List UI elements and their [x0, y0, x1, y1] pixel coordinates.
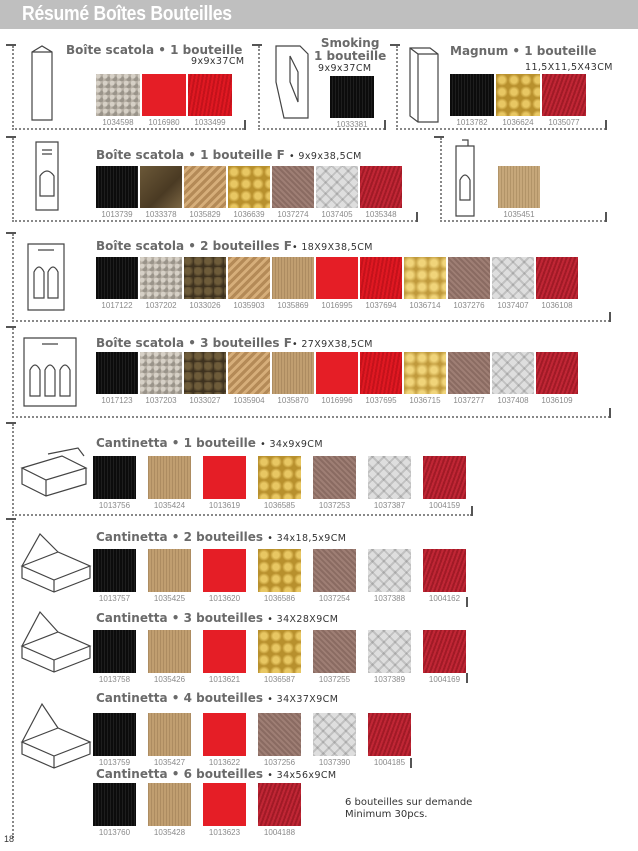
swatch — [188, 74, 232, 128]
swatch-chip — [96, 74, 140, 116]
swatch-chip — [272, 166, 314, 208]
swatch-chip — [404, 352, 446, 394]
swatch — [492, 257, 534, 311]
swatch — [258, 630, 301, 685]
swatch — [360, 257, 402, 311]
swatch-code: 1016996 — [321, 396, 353, 405]
swatch — [140, 166, 182, 220]
swatch-code: 1035424 — [153, 501, 186, 510]
swatch-code: 1035428 — [153, 828, 186, 837]
tick — [6, 422, 16, 424]
section-title: Cantinetta • 6 bouteilles • 34x56x9CM — [96, 767, 337, 781]
section-title: Cantinetta • 4 bouteilles • 34X37X9CM — [96, 691, 339, 705]
swatch-code: 1037389 — [373, 675, 406, 684]
swatch-row — [498, 166, 540, 220]
section-dims: 11,5X11,5X43CM — [525, 62, 613, 73]
section-dims: 9x9x37CM — [318, 63, 372, 74]
swatch — [93, 783, 136, 838]
swatch-code: 1037408 — [497, 396, 529, 405]
swatch — [96, 166, 138, 220]
swatch-code: 1013620 — [208, 594, 241, 603]
swatch-chip — [203, 456, 246, 499]
swatch — [203, 549, 246, 604]
swatch — [360, 352, 402, 406]
swatch — [184, 352, 226, 406]
swatch — [258, 549, 301, 604]
swatch-chip — [368, 549, 411, 592]
swatch-chip — [148, 783, 191, 826]
swatch — [498, 166, 540, 220]
swatch — [316, 166, 358, 220]
swatch-code: 1033027 — [189, 396, 221, 405]
swatch — [203, 456, 246, 511]
swatch-code: 1037405 — [321, 210, 353, 219]
swatch-code: 1013759 — [98, 758, 131, 767]
swatch-code: 1036585 — [263, 501, 296, 510]
section-dims: 9x9x37CM — [191, 56, 245, 67]
swatch-chip — [360, 166, 402, 208]
swatch — [93, 549, 136, 604]
swatch — [313, 456, 356, 511]
swatch-chip — [96, 257, 138, 299]
swatch — [450, 74, 494, 128]
swatch-code: 1004169 — [428, 675, 461, 684]
swatch-chip — [313, 456, 356, 499]
swatch-chip — [272, 257, 314, 299]
box-window-2-icon — [24, 236, 68, 316]
swatch-code: 1016980 — [148, 118, 180, 127]
swatch — [203, 783, 246, 838]
swatch-chip — [203, 549, 246, 592]
swatch-code: 1037407 — [497, 301, 529, 310]
swatch-row — [93, 713, 411, 768]
swatch-chip — [368, 630, 411, 673]
swatch-chip — [93, 713, 136, 756]
swatch-code: 1037202 — [145, 301, 177, 310]
swatch — [423, 630, 466, 685]
swatch-chip — [316, 257, 358, 299]
swatch-code: 1035829 — [189, 210, 221, 219]
swatch-row — [450, 74, 586, 128]
swatch-code: 1013782 — [456, 118, 488, 127]
swatch-code: 1004188 — [263, 828, 296, 837]
section-title: Boîte scatola • 1 bouteille F • 9x9x38,5CM — [96, 148, 362, 162]
box-window-1b-icon — [450, 138, 480, 222]
swatch-chip — [368, 713, 411, 756]
swatch-chip — [93, 549, 136, 592]
swatch-chip — [228, 166, 270, 208]
section-title: Magnum • 1 bouteille — [450, 44, 597, 58]
swatch-chip — [492, 352, 534, 394]
swatch — [148, 549, 191, 604]
swatch — [492, 352, 534, 406]
swatch-chip — [184, 257, 226, 299]
frame-rest — [12, 518, 14, 838]
section-title: Cantinetta • 1 bouteille • 34x9x9CM — [96, 436, 323, 450]
swatch — [148, 783, 191, 838]
swatch-chip — [142, 74, 186, 116]
swatch-code: 1037387 — [373, 501, 406, 510]
swatch — [536, 257, 578, 311]
swatch — [368, 456, 411, 511]
swatch-chip — [228, 257, 270, 299]
swatch — [148, 456, 191, 511]
swatch-chip — [188, 74, 232, 116]
swatch-code: 1033378 — [145, 210, 177, 219]
swatch-row — [93, 456, 466, 511]
swatch — [258, 783, 301, 838]
swatch — [496, 74, 540, 128]
swatch — [368, 549, 411, 604]
swatch — [423, 549, 466, 604]
swatch-chip — [93, 783, 136, 826]
swatch-chip — [258, 549, 301, 592]
swatch — [148, 630, 191, 685]
swatch-code: 1035427 — [153, 758, 186, 767]
tick — [6, 518, 16, 520]
section-title: Smoking 1 bouteille — [314, 36, 387, 63]
swatch — [368, 713, 411, 768]
swatch-code: 1036639 — [233, 210, 265, 219]
box-cantinetta-3-icon — [18, 608, 94, 674]
swatch-code: 1034598 — [102, 118, 134, 127]
swatch-code: 1013623 — [208, 828, 241, 837]
swatch — [404, 352, 446, 406]
swatch-chip — [258, 456, 301, 499]
swatch — [313, 549, 356, 604]
section-title: Cantinetta • 2 bouteilles • 34x18,5x9CM — [96, 530, 347, 544]
swatch-code: 1013756 — [98, 501, 131, 510]
swatch — [140, 257, 182, 311]
tick — [609, 312, 611, 322]
swatch-code: 1035903 — [233, 301, 265, 310]
swatch-chip — [203, 630, 246, 673]
swatch-chip — [203, 783, 246, 826]
swatch — [93, 713, 136, 768]
swatch-row — [96, 166, 402, 220]
swatch-code: 1036714 — [409, 301, 441, 310]
swatch — [228, 257, 270, 311]
swatch — [203, 630, 246, 685]
swatch-chip — [536, 257, 578, 299]
swatch-code: 1037276 — [453, 301, 485, 310]
swatch-code: 1004159 — [428, 501, 461, 510]
swatch-code: 1004185 — [373, 758, 406, 767]
swatch-code: 1037695 — [365, 396, 397, 405]
swatch — [140, 352, 182, 406]
swatch-chip — [360, 352, 402, 394]
swatch-chip — [404, 257, 446, 299]
tick — [6, 326, 16, 328]
swatch-chip — [368, 456, 411, 499]
tick — [252, 44, 262, 46]
swatch-code: 1037390 — [318, 758, 351, 767]
swatch — [313, 630, 356, 685]
swatch-chip — [228, 352, 270, 394]
swatch-code: 1033499 — [194, 118, 226, 127]
swatch-code: 1035426 — [153, 675, 186, 684]
swatch-code: 1037388 — [373, 594, 406, 603]
swatch-chip — [423, 456, 466, 499]
swatch-code: 1013739 — [101, 210, 133, 219]
swatch-code: 1037277 — [453, 396, 485, 405]
swatch — [542, 74, 586, 128]
swatch-code: 1036586 — [263, 594, 296, 603]
swatch — [272, 166, 314, 220]
page-title: Résumé Boîtes Bouteilles — [22, 3, 232, 25]
tick — [434, 136, 444, 138]
swatch — [316, 352, 358, 406]
swatch-chip — [258, 783, 301, 826]
swatch-chip — [316, 166, 358, 208]
swatch-chip — [423, 630, 466, 673]
swatch-chip — [184, 166, 226, 208]
tick — [466, 673, 468, 683]
box-window-3-icon — [20, 330, 80, 412]
swatch-chip — [203, 713, 246, 756]
tick — [6, 232, 16, 234]
swatch — [203, 713, 246, 768]
tick — [466, 597, 468, 607]
section-title: Boîte scatola • 1 bouteille — [66, 43, 243, 57]
swatch — [148, 713, 191, 768]
swatch-code: 1004162 — [428, 594, 461, 603]
swatch-chip — [184, 352, 226, 394]
box-cantinetta-4-icon — [18, 700, 94, 770]
swatch-chip — [330, 76, 374, 118]
box-cantinetta-2-icon — [18, 530, 94, 594]
swatch-chip — [258, 630, 301, 673]
swatch — [272, 257, 314, 311]
swatch-chip — [140, 352, 182, 394]
swatch-chip — [313, 713, 356, 756]
swatch-chip — [498, 166, 540, 208]
tick — [605, 120, 607, 130]
swatch-code: 1035904 — [233, 396, 265, 405]
tick — [384, 120, 386, 130]
swatch-chip — [448, 257, 490, 299]
tick — [605, 212, 607, 222]
swatch-code: 1033381 — [336, 120, 368, 129]
swatch-code: 1017122 — [101, 301, 133, 310]
swatch-row — [93, 783, 301, 838]
swatch-chip — [496, 74, 540, 116]
swatch-code: 1035870 — [277, 396, 309, 405]
swatch-chip — [536, 352, 578, 394]
swatch-row — [96, 257, 578, 311]
swatch-code: 1035425 — [153, 594, 186, 603]
swatch-code: 1036587 — [263, 675, 296, 684]
swatch — [228, 352, 270, 406]
swatch-code: 1036715 — [409, 396, 441, 405]
swatch — [368, 630, 411, 685]
swatch — [448, 257, 490, 311]
swatch-code: 1035451 — [503, 210, 535, 219]
section-title: Boîte scatola • 2 bouteilles F• 18X9X38,5CM — [96, 239, 373, 253]
swatch-row — [330, 76, 374, 130]
swatch-code: 1037203 — [145, 396, 177, 405]
swatch-chip — [96, 166, 138, 208]
swatch — [93, 456, 136, 511]
swatch-code: 1033026 — [189, 301, 221, 310]
swatch-chip — [140, 257, 182, 299]
section-title: Boîte scatola • 3 bouteilles F• 27X9X38,5CM — [96, 336, 373, 350]
tick — [6, 136, 16, 138]
swatch — [448, 352, 490, 406]
page-number: 18 — [4, 834, 15, 844]
note: 6 bouteilles sur demande Minimum 30pcs. — [345, 797, 473, 820]
swatch-code: 1035869 — [277, 301, 309, 310]
swatch — [536, 352, 578, 406]
swatch-chip — [140, 166, 182, 208]
swatch-code: 1013760 — [98, 828, 131, 837]
swatch — [258, 713, 301, 768]
swatch — [258, 456, 301, 511]
swatch-code: 1037694 — [365, 301, 397, 310]
swatch-chip — [272, 352, 314, 394]
box-window-1-icon — [30, 136, 64, 216]
swatch — [316, 257, 358, 311]
tick — [6, 44, 16, 46]
box-smoking-icon — [268, 42, 316, 124]
swatch — [330, 76, 374, 130]
title-bar — [0, 0, 638, 29]
swatch — [360, 166, 402, 220]
swatch-code: 1013619 — [208, 501, 241, 510]
swatch-chip — [93, 456, 136, 499]
swatch-code: 1013621 — [208, 675, 241, 684]
section-title: Cantinetta • 3 bouteilles • 34X28X9CM — [96, 611, 339, 625]
swatch-chip — [542, 74, 586, 116]
tick — [390, 44, 400, 46]
swatch — [184, 257, 226, 311]
swatch — [423, 456, 466, 511]
swatch — [96, 352, 138, 406]
swatch-chip — [148, 713, 191, 756]
box-magnum-icon — [404, 42, 444, 126]
swatch-chip — [148, 630, 191, 673]
swatch — [228, 166, 270, 220]
swatch-row — [93, 549, 466, 604]
swatch-chip — [313, 549, 356, 592]
swatch — [313, 713, 356, 768]
swatch-code: 1013757 — [98, 594, 131, 603]
swatch-chip — [148, 456, 191, 499]
swatch-row — [93, 630, 466, 685]
swatch-chip — [448, 352, 490, 394]
swatch-chip — [96, 352, 138, 394]
tick — [609, 408, 611, 418]
swatch — [93, 630, 136, 685]
swatch-code: 1017123 — [101, 396, 133, 405]
swatch-row — [96, 74, 232, 128]
swatch — [184, 166, 226, 220]
swatch-code: 1035077 — [548, 118, 580, 127]
swatch-row — [96, 352, 578, 406]
swatch-code: 1037253 — [318, 501, 351, 510]
swatch-code: 1016995 — [321, 301, 353, 310]
swatch-code: 1037254 — [318, 594, 351, 603]
swatch-chip — [148, 549, 191, 592]
swatch-chip — [93, 630, 136, 673]
tick — [244, 120, 246, 130]
swatch-chip — [360, 257, 402, 299]
swatch-chip — [258, 713, 301, 756]
swatch-code: 1037255 — [318, 675, 351, 684]
box-tall-icon — [28, 44, 56, 124]
swatch-code: 1013758 — [98, 675, 131, 684]
tick — [471, 506, 473, 516]
swatch-chip — [423, 549, 466, 592]
swatch-chip — [316, 352, 358, 394]
swatch-code: 1037256 — [263, 758, 296, 767]
swatch-chip — [492, 257, 534, 299]
swatch-chip — [313, 630, 356, 673]
swatch-code: 1036108 — [541, 301, 573, 310]
swatch-code: 1035348 — [365, 210, 397, 219]
swatch-code: 1036109 — [541, 396, 573, 405]
swatch — [142, 74, 186, 128]
box-cantinetta-1-icon — [18, 444, 90, 498]
swatch-code: 1036624 — [502, 118, 534, 127]
swatch — [96, 74, 140, 128]
swatch — [96, 257, 138, 311]
tick — [416, 212, 418, 222]
swatch — [272, 352, 314, 406]
swatch-code: 1013622 — [208, 758, 241, 767]
swatch — [404, 257, 446, 311]
swatch-chip — [450, 74, 494, 116]
swatch-code: 1037274 — [277, 210, 309, 219]
